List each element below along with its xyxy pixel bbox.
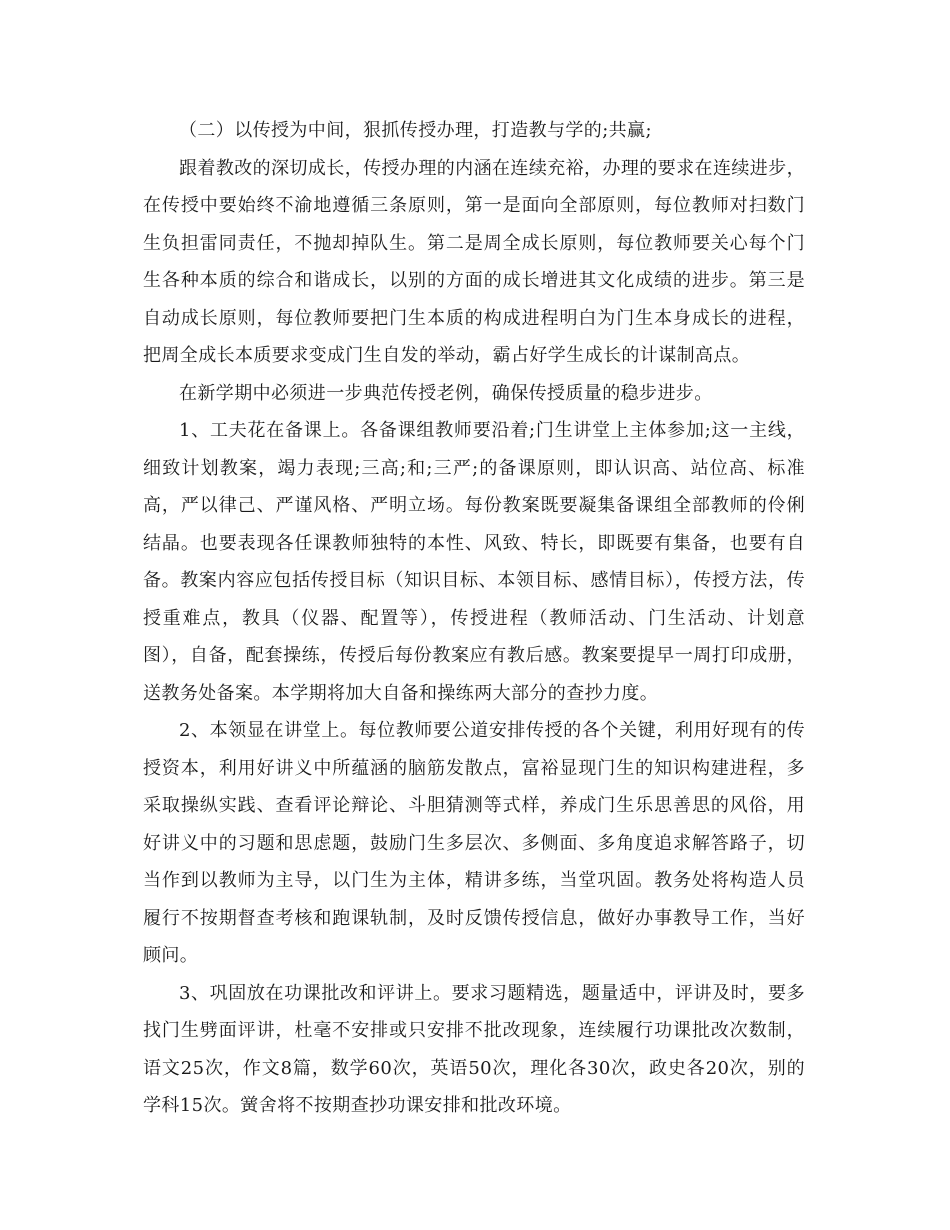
paragraph-principles: 跟着教改的深切成长，传授办理的内涵在连续充裕，办理的要求在连续进步，在传授中要始终不渝地遵循三条原则，第一是面向全部原则，每位教师对扫数门生负担雷同责任，不抛却掉队生。第二是周全成长原则，每位教师要关心每个门生各种本质的综合和谐成长，以别的方面的成长增进其文化成绩的进步。第三是自动成长原则，每位教师要把门生本质的构成进程明白为门生本身成长的进程，把周全成长本质要求变成门生自发的举动，霸占好学生成长的计谋制高点。: [143, 157, 805, 366]
document-body: [143, 112, 805, 1125]
section-heading: （二）以传授为中间，狠抓传授办理，打造教与学的;共赢;: [179, 120, 652, 141]
paragraph-routine: 在新学期中必须进一步典范传授老例，确保传授质量的稳步进步。: [179, 382, 713, 404]
paragraph-classroom: 2、本领显在讲堂上。每位教师要公道安排传授的各个关键，利用好现有的传授资本，利用好讲义中所蕴涵的脑筋发散点，富裕显现门生的知识构建进程，多采取操纵实践、查看评论辩论、斗胆猜测等式样，养成门生乐思善思的风俗，用好讲义中的习题和思虑题，鼓励门生多层次、多侧面、多角度追求解答路子，切当作到以教师为主导，以门生为主体，精讲多练，当堂巩固。教务处将构造人员履行不按期督查考核和跑课轨制，及时反馈传授信息，做好办事教导工作，当好顾问。: [143, 720, 805, 966]
paragraph-homework: 3、巩固放在功课批改和评讲上。要求习题精选，题量适中，评讲及时，要多找门生劈面评讲，杜毫不安排或只安排不批改现象，连续履行功课批改次数制，语文25次，作文8篇，数学60次，英语50次，理化各30次，政史各20次，别的学科15次。黉舍将不按期查抄功课安排和批改环境。: [143, 982, 805, 1116]
paragraph-lesson-prep: 1、工夫花在备课上。各备课组教师要沿着;门生讲堂上主体参加;这一主线，细致计划教案，竭力表现;三高;和;三严;的备课原则，即认识高、站位高、标准高，严以律己、严谨风格、严明立场。每份教案既要凝集备课组全部教师的伶俐结晶。也要表现各任课教师独特的本性、风致、特长，即既要有集备，也要有自备。教案内容应包括传授目标（知识目标、本领目标、感情目标），传授方法，传授重难点，教具（仪器、配置等），传授进程（教师活动、门生活动、计划意图），自备，配套操练，传授后每份教案应有教后感。教案要提早一周打印成册，送教务处备案。本学期将加大自备和操练两大部分的查抄力度。: [143, 420, 805, 704]
